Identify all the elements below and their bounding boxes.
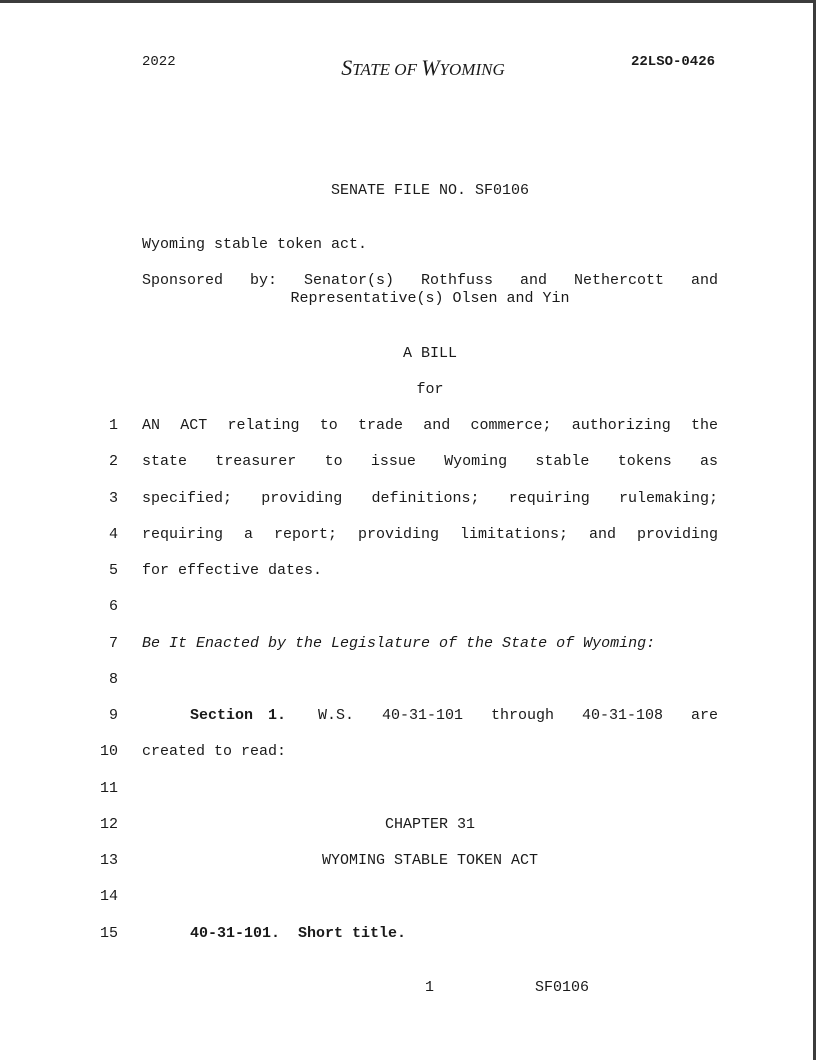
for-heading: for	[416, 381, 444, 398]
bill-text-line: created to read:	[142, 743, 287, 760]
line-number: 5	[108, 562, 118, 579]
line-number: 14	[99, 888, 118, 905]
sponsors-line-1: Sponsored by: Senator(s) Rothfuss and Nethercott and	[142, 272, 718, 289]
footer-page-number: 1	[425, 979, 435, 996]
line-number: 2	[108, 453, 118, 470]
header-year: 2022	[142, 54, 176, 70]
line-number: 9	[108, 707, 118, 724]
line-number: 12	[99, 816, 118, 833]
line-number: 6	[108, 598, 118, 615]
sponsors-line-2: Representative(s) Olsen and Yin	[290, 290, 570, 307]
bill-text-line: for effective dates.	[142, 562, 323, 579]
line-number: 15	[99, 925, 118, 942]
line-number: 4	[108, 526, 118, 543]
bill-text-line: W.S. 40-31-101 through 40-31-108 are	[318, 707, 718, 724]
header-bill-code: 22LSO-0426	[630, 54, 715, 70]
header-state-title: STATE OF WYOMING	[341, 55, 505, 80]
line-number: 8	[108, 671, 118, 688]
bill-text-line: requiring a report; providing limitations; and providing	[142, 526, 718, 543]
chapter-heading: CHAPTER 31	[384, 816, 475, 833]
line-number: 3	[108, 490, 118, 507]
footer-file-code: SF0106	[535, 979, 590, 996]
bill-short-title: Wyoming stable token act.	[142, 236, 368, 253]
bill-text-line: state treasurer to issue Wyoming stable tokens as	[142, 453, 718, 470]
a-bill-heading: A BILL	[402, 345, 457, 362]
line-number: 1	[108, 417, 118, 434]
senate-file-number: SENATE FILE NO. SF0106	[330, 182, 530, 199]
bill-text-line: specified; providing definitions; requiring rulemaking;	[142, 490, 718, 507]
section-heading-short-title: 40-31-101. Short title.	[190, 925, 407, 942]
line-number: 13	[99, 852, 118, 869]
act-title-heading: WYOMING STABLE TOKEN ACT	[321, 852, 539, 869]
section-label: Section 1.	[190, 707, 287, 724]
line-number: 11	[99, 780, 118, 797]
line-number: 7	[108, 635, 118, 652]
enacting-clause: Be It Enacted by the Legislature of the State of Wyoming:	[142, 635, 656, 652]
line-number: 10	[99, 743, 118, 760]
bill-text-line: AN ACT relating to trade and commerce; authorizing the	[142, 417, 718, 434]
